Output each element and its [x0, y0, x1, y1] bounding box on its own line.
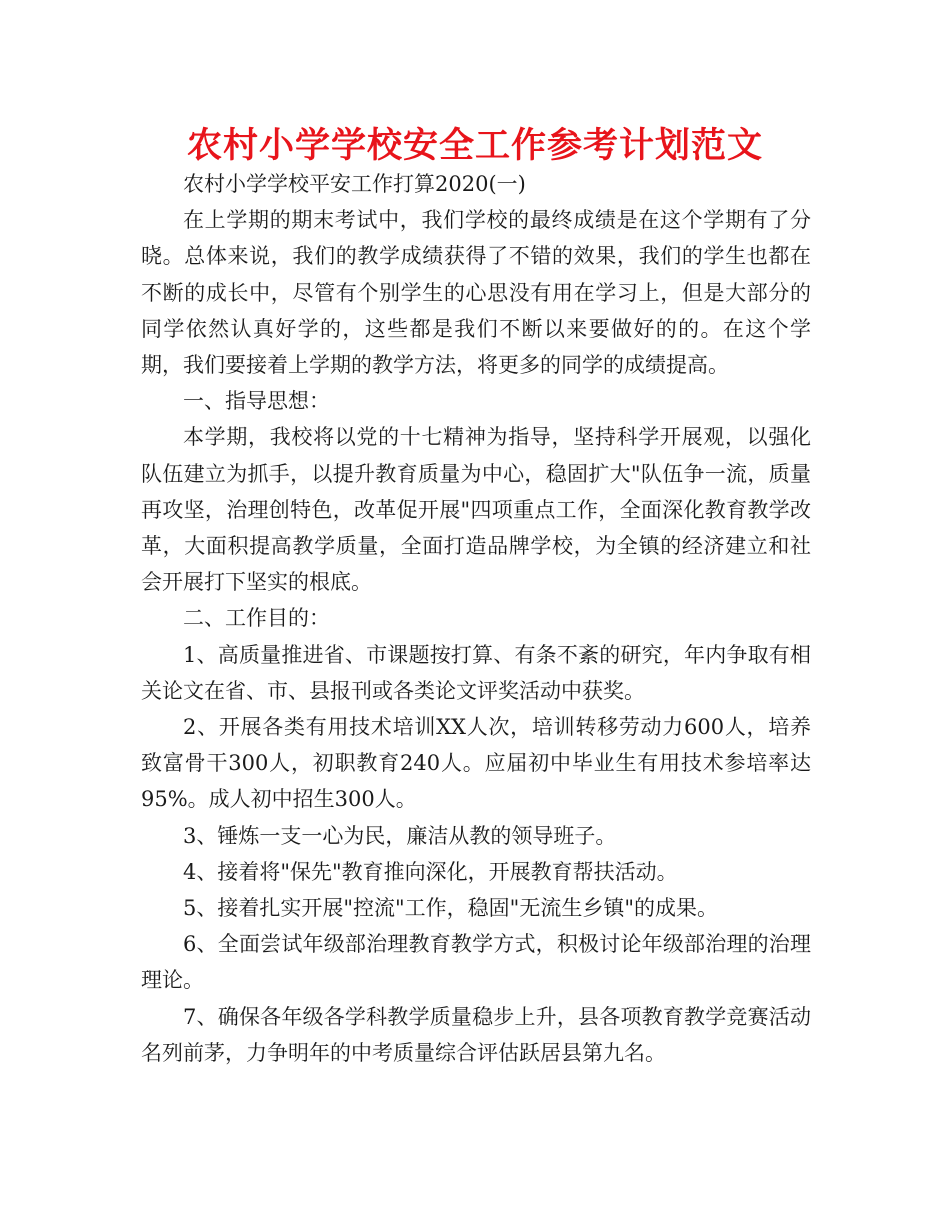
goal-item-3: 3、锤炼一支一心为民，廉洁从教的领导班子。: [183, 823, 617, 848]
document-title: 农村小学学校安全工作参考计划范文: [186, 126, 763, 166]
subtitle-paragraph: 农村小学学校平安工作打算2020(一): [183, 172, 526, 196]
goal-item-6: 6、全面尝试年级部治理教育教学方式，积极讨论年级部治理的治理理论。: [141, 932, 811, 993]
goal-item-4: 4、接着将"保先"教育推向深化，开展教育帮扶活动。: [183, 859, 678, 884]
section-heading-guiding-ideology: 一、指导思想：: [183, 389, 330, 414]
intro-paragraph: 在上学期的期末考试中，我们学校的最终成绩是在这个学期有了分晓。总体来说，我们的教学成绩获得了不错的效果，我们的学生也都在不断的成长中，尽管有个别学生的心思没有用在学习上，但是大部分的同学依然认真好学的，这些都是我们不断以来要做好的的。在这个学期，我们要接着上学期的教学方法，将更多的同学的成绩提高。: [141, 208, 811, 378]
goal-item-7: 7、确保各年级各学科教学质量稳步上升，县各项教育教学竞赛活动名列前茅，力争明年的中考质量综合评估跃居县第九名。: [141, 1004, 811, 1065]
section-heading-work-goals: 二、工作目的：: [183, 606, 330, 631]
goal-item-5: 5、接着扎实开展"控流"工作，稳固"无流生乡镇"的成果。: [183, 896, 718, 921]
goal-item-2: 2、开展各类有用技术培训XX人次，培训转移劳动力600人，培养致富骨干300人，初职教育240人。应届初中毕业生有用技术参培率达95%。成人初中招生300人。: [141, 715, 811, 812]
guiding-ideology-paragraph: 本学期，我校将以党的十七精神为指导，坚持科学开展观，以强化队伍建立为抓手，以提升教育质量为中心，稳固扩大"队伍争一流，质量再攻坚，治理创特色，改革促开展"四项重点工作，全面深化教育教学改革，大面积提高教学质量，全面打造品牌学校，为全镇的经济建立和社会开展打下坚实的根底。: [141, 425, 811, 595]
goal-item-1: 1、高质量推进省、市课题按打算、有条不紊的研究，年内争取有相关论文在省、市、县报刊或各类论文评奖活动中获奖。: [141, 642, 811, 703]
document-body: [141, 166, 811, 1071]
